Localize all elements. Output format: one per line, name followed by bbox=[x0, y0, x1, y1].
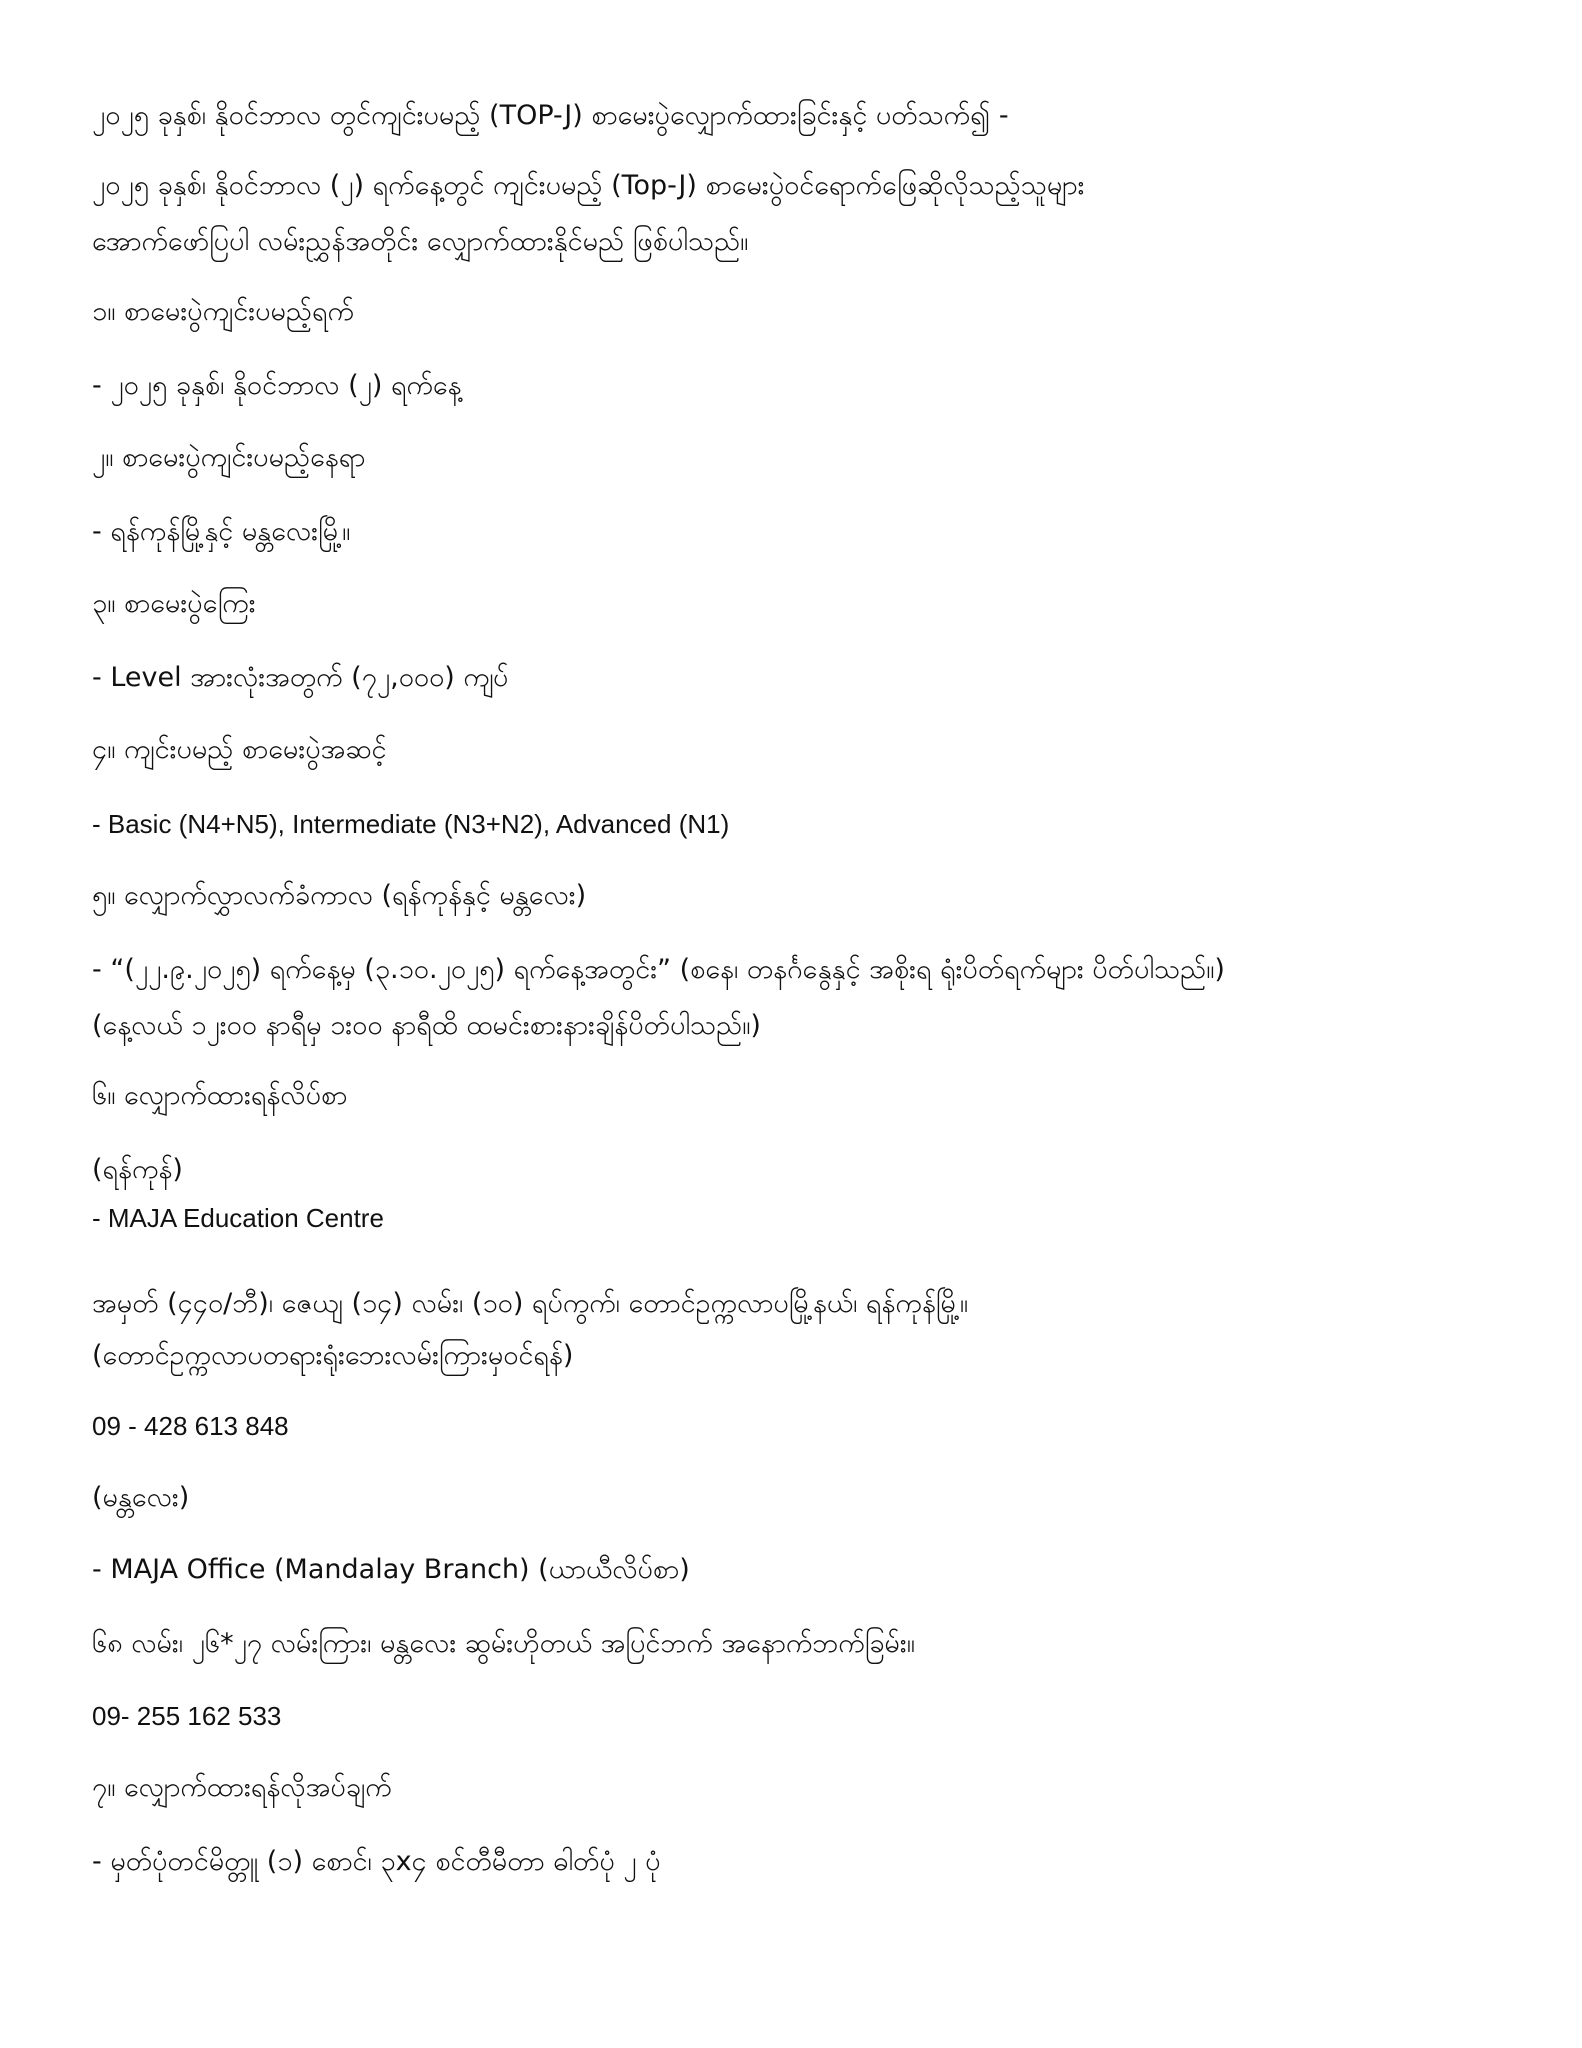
section-2-detail: - ရန်ကုန်မြို့နှင့် မန္တလေးမြို့။ bbox=[92, 516, 351, 547]
intro-line-2: အောက်ဖော်ပြပါ လမ်းညွှန်အတိုင်း လျှောက်ထားနိုင်မည် ဖြစ်ပါသည်။ bbox=[92, 226, 749, 257]
section-2-heading: ၂။ စာမေးပွဲကျင်းပမည့်နေရာ bbox=[92, 442, 366, 473]
section-4-heading: ၄။ ကျင်းပမည့် စာမေးပွဲအဆင့် bbox=[92, 734, 387, 765]
section-6-heading: ၆။ လျှောက်ထားရန်လိပ်စာ bbox=[92, 1080, 348, 1111]
section-3-detail: - Level အားလုံးအတွက် (၇၂,၀၀၀) ကျပ် bbox=[92, 662, 509, 693]
section-5-detail-2: (နေ့လယ် ၁၂း၀၀ နာရီမှ ၁း၀၀ နာရီထိ ထမင်းစားနားချိန်ပိတ်ပါသည်။) bbox=[92, 1010, 761, 1041]
document-title: ၂၀၂၅ ခုနှစ်၊ နိုဝင်ဘာလ တွင်ကျင်းပမည့် (TOP-J) စာမေးပွဲလျှောက်ထားခြင်းနှင့် ပတ်သက်၍ - bbox=[92, 100, 1009, 131]
yangon-address: အမှတ် (၄၄၀/ဘီ)၊ ဇေယျ (၁၄) လမ်း၊ (၁၀) ရပ်ကွက်၊ တောင်ဥက္ကလာပမြို့နယ်၊ ရန်ကုန်မြို့။ bbox=[92, 1288, 969, 1319]
yangon-phone: 09 - 428 613 848 bbox=[92, 1411, 289, 1441]
section-5-detail: - “(၂၂.၉.၂၀၂၅) ရက်နေ့မှ (၃.၁၀.၂၀၂၅) ရက်နေ့အတွင်း” (စနေ၊ တနင်္ဂနွေနှင့် အစိုးရ ရုံးပိတ်ရက်များ ပိတ်ပါသည်။) bbox=[92, 954, 1225, 985]
section-1-detail: - ၂၀၂၅ ခုနှစ်၊ နိုဝင်ဘာလ (၂) ရက်နေ့ bbox=[92, 370, 462, 401]
yangon-landmark: (တောင်ဥက္ကလာပတရားရုံးဘေးလမ်းကြားမှဝင်ရန်) bbox=[92, 1340, 574, 1371]
section-1-heading: ၁။ စာမေးပွဲကျင်းပမည့်ရက် bbox=[92, 296, 354, 327]
yangon-label: (ရန်ကုန်) bbox=[92, 1154, 183, 1185]
section-5-heading: ၅။ လျှောက်လွှာလက်ခံကာလ (ရန်ကုန်နှင့် မန္တလေး) bbox=[92, 880, 587, 911]
mandalay-office: - MAJA Office (Mandalay Branch) (ယာယီလိပ်စာ) bbox=[92, 1554, 690, 1585]
section-4-detail: - Basic (N4+N5), Intermediate (N3+N2), Advanced (N1) bbox=[92, 809, 730, 839]
mandalay-label: (မန္တလေး) bbox=[92, 1482, 190, 1513]
section-7-heading: ၇။ လျှောက်ထားရန်လိုအပ်ချက် bbox=[92, 1772, 392, 1803]
mandalay-address: ၆၈ လမ်း၊ ၂၆*၂၇ လမ်းကြား၊ မန္တလေး ဆွမ်းဟိုတယ် အပြင်ဘက် အနောက်ဘက်ခြမ်း။ bbox=[92, 1628, 915, 1659]
mandalay-phone: 09- 255 162 533 bbox=[92, 1701, 282, 1731]
section-7-item: - မှတ်ပုံတင်မိတ္တူ (၁) စောင်၊ ၃x၄ စင်တီမီတာ ဓါတ်ပုံ ၂ ပုံ bbox=[92, 1846, 661, 1877]
section-3-heading: ၃။ စာမေးပွဲကြေး bbox=[92, 588, 256, 619]
intro-line-1: ၂၀၂၅ ခုနှစ်၊ နိုဝင်ဘာလ (၂) ရက်နေ့တွင် ကျင်းပမည့် (Top-J) စာမေးပွဲဝင်ရောက်ဖြေဆိုလိုသည့်သူများ bbox=[92, 170, 1085, 201]
yangon-office: - MAJA Education Centre bbox=[92, 1203, 384, 1233]
